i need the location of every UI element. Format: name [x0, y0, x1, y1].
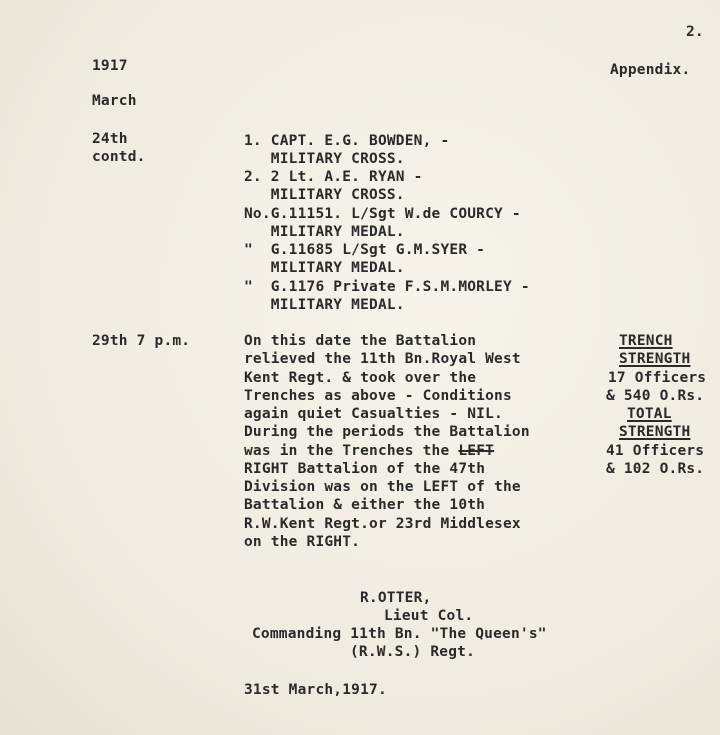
- page-number: 2.: [686, 24, 704, 40]
- narrative-line: [244, 461, 485, 478]
- appendix-label: Appendix.: [610, 62, 691, 78]
- narrative-line: R.W.Kent Regt.or 23rd Middlesex: [244, 516, 521, 532]
- trench-officers: 17 Officers: [608, 370, 707, 386]
- narrative-line-struck: [244, 443, 494, 460]
- signature-regiment: (R.W.S.) Regt.: [350, 644, 476, 660]
- total-strength-heading: STRENGTH: [619, 424, 691, 440]
- total-ors: & 102 O.Rs.: [606, 461, 705, 477]
- narrative-text: Battalion of the 47th: [297, 461, 486, 477]
- signature-rank: Lieut Col.: [384, 608, 474, 624]
- award-line: " G.11685 L/Sgt G.M.SYER -: [244, 242, 486, 258]
- narrative-line: During the periods the Battalion: [244, 424, 530, 440]
- narrative-line: on the RIGHT.: [244, 534, 361, 550]
- month-heading: March: [92, 93, 137, 109]
- narrative-line: relieved the 11th Bn.Royal West: [244, 351, 521, 367]
- signature-name: R.OTTER,: [360, 590, 432, 606]
- narrative-line: Kent Regt. & took over the: [244, 370, 477, 386]
- entry2-date-time: 29th 7 p.m.: [92, 333, 191, 349]
- narrative-line: On this date the Battalion: [244, 333, 477, 349]
- narrative-line: Division was on the LEFT of the: [244, 479, 521, 495]
- document-date: 31st March,1917.: [244, 682, 387, 698]
- award-line: MILITARY MEDAL.: [244, 224, 405, 240]
- entry1-date: 24th: [92, 131, 128, 147]
- trench-strength-heading: STRENGTH: [619, 351, 691, 367]
- award-line: MILITARY MEDAL.: [244, 297, 405, 313]
- signature-command: Commanding 11th Bn. "The Queen's": [252, 626, 547, 642]
- year-heading: 1917: [92, 58, 128, 74]
- award-line: MILITARY MEDAL.: [244, 260, 405, 276]
- narrative-line: Battalion & either the 10th: [244, 497, 486, 513]
- total-strength-heading: TOTAL: [627, 406, 672, 422]
- trench-strength-heading: TRENCH: [619, 333, 673, 349]
- narrative-text: RIGHT: [244, 461, 289, 477]
- narrative-text: was in the Trenches the: [244, 443, 459, 459]
- total-officers: 41 Officers: [606, 443, 705, 459]
- award-line: MILITARY CROSS.: [244, 187, 405, 203]
- award-line: " G.1176 Private F.S.M.MORLEY -: [244, 279, 530, 295]
- trench-ors: & 540 O.Rs.: [606, 388, 705, 404]
- narrative-line: Trenches as above - Conditions: [244, 388, 512, 404]
- award-line: MILITARY CROSS.: [244, 151, 405, 167]
- award-line: 1. CAPT. E.G. BOWDEN, -: [244, 133, 450, 149]
- award-line: 2. 2 Lt. A.E. RYAN -: [244, 169, 423, 185]
- struck-word: LEFT: [458, 443, 495, 459]
- entry1-contd: contd.: [92, 149, 146, 165]
- award-line: No.G.11151. L/Sgt W.de COURCY -: [244, 206, 521, 222]
- narrative-line: again quiet Casualties - NIL.: [244, 406, 503, 422]
